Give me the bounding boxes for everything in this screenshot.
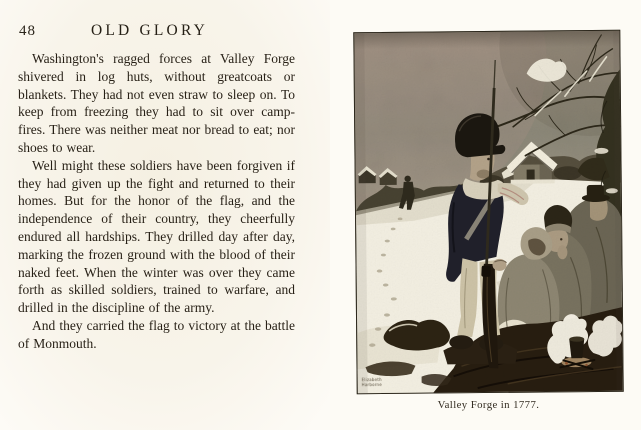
artist-signature: Elizabeth Harborne [361, 377, 382, 387]
illustration-art [354, 31, 623, 395]
text-column [18, 22, 295, 353]
body-text [18, 50, 295, 353]
page-number: 48 [19, 23, 36, 39]
right-page [330, 0, 641, 430]
paragraph: And they carried the flag to victory at the battle of Monmouth. [18, 317, 295, 351]
running-title: OLD GLORY [90, 22, 209, 39]
page-header [18, 22, 295, 43]
valley-forge-illustration [353, 30, 623, 395]
paragraph: Washington's ragged forces at Valley Forge shivered in log huts, without greatcoats or blankets. They had not even straw to sleep on. To keep from freezing they had to sit over camp-fires. There was neither meat nor bread to eat; nor shoes to wear. [18, 51, 295, 155]
illustration-caption: Valley Forge in 1777. [437, 399, 540, 411]
paragraph: Well might these soldiers have been forgiven if they had given up the fight and returned to their homes. But for the honor of the flag, and the independence of their country, they cheerfully endured all hardships. They drilled day after day, marking the frozen ground with the blood of their naked feet. When the winter was over they came forth as skilled soldiers, trained to warfare, and drilled in the discipline of the army. [18, 157, 295, 316]
